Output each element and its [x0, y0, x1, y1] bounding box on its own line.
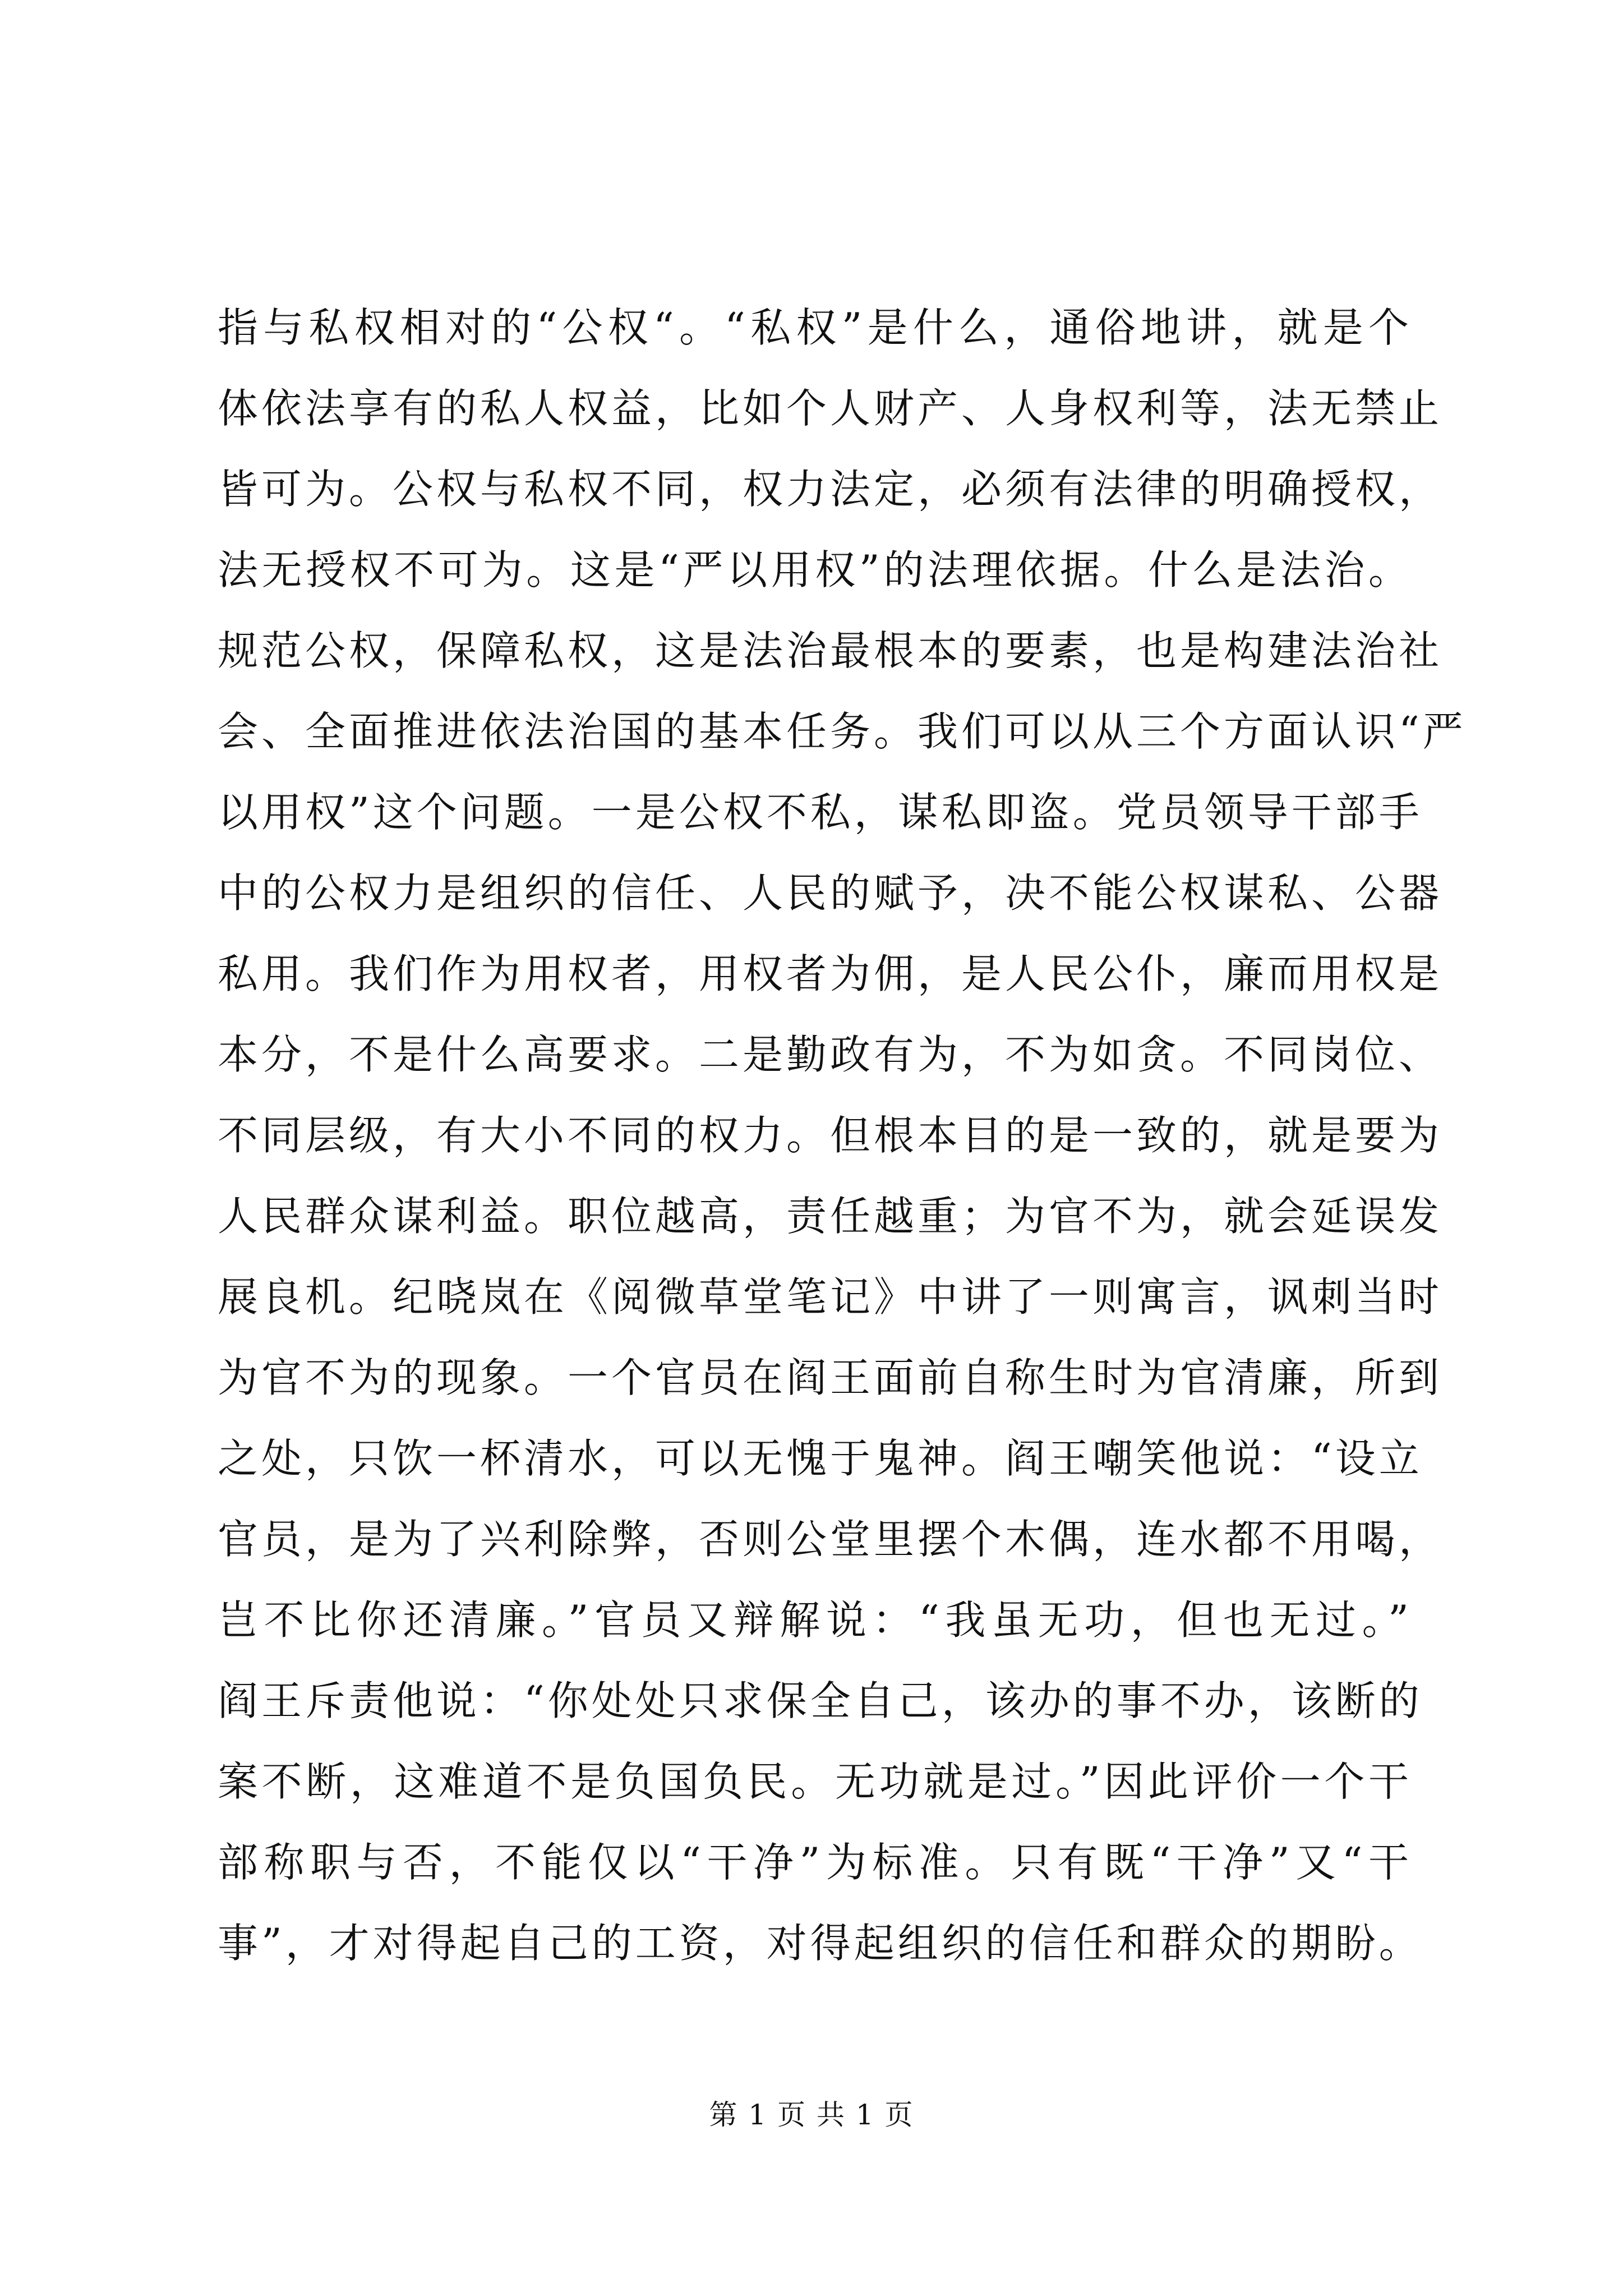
text-line: 体依法享有的私人权益，比如个人财产、人身权利等，法无禁止: [218, 385, 1443, 432]
text-line: 为官不为的现象。一个官员在阎王面前自称生时为官清廉，所到: [218, 1354, 1443, 1401]
text-line: 案不断，这难道不是负国负民。无功就是过。”因此评价一个干: [218, 1758, 1412, 1805]
text-line: 官员，是为了兴利除弊，否则公堂里摆个木偶，连水都不用喝，: [218, 1516, 1443, 1563]
text-line: 中的公权力是组织的信任、人民的赋予，决不能公权谋私、公器: [218, 869, 1443, 917]
text-line: 皆可为。公权与私权不同，权力法定，必须有法律的明确授权，: [218, 466, 1443, 513]
text-line: 不同层级，有大小不同的权力。但根本目的是一致的，就是要为: [218, 1112, 1443, 1159]
text-line: 会、全面推进依法治国的基本任务。我们可以从三个方面认识“严: [218, 708, 1467, 755]
text-line: 展良机。纪晓岚在《阅微草堂笔记》中讲了一则寓言，讽刺当时: [218, 1273, 1443, 1320]
text-line: 之处，只饮一杯清水，可以无愧于鬼神。阎王嘲笑他说：“设立: [218, 1435, 1423, 1482]
text-line: 以用权”这个问题。一是公权不私，谋私即盗。党员领导干部手: [218, 789, 1423, 836]
text-line: 法无授权不可为。这是“严以用权”的法理依据。什么是法治。: [218, 546, 1412, 593]
page-footer: 第 1 页 共 1 页: [709, 2099, 914, 2131]
text-line: 阎王斥责他说：“你处处只求保全自己，该办的事不办，该断的: [218, 1677, 1423, 1724]
text-line: 私用。我们作为用权者，用权者为佣，是人民公仆，廉而用权是: [218, 950, 1443, 997]
body-text: [218, 287, 1467, 1984]
text-line: 本分，不是什么高要求。二是勤政有为，不为如贪。不同岗位、: [218, 1031, 1443, 1078]
text-line: 事”，才对得起自己的工资，对得起组织的信任和群众的期盼。: [218, 1920, 1423, 1967]
text-line: 规范公权，保障私权，这是法治最根本的要素，也是构建法治社: [218, 627, 1443, 674]
text-line: 指与私权相对的“公权“。“私权”是什么，通俗地讲，就是个: [218, 304, 1412, 351]
text-line: 部称职与否，不能仅以“干净”为标准。只有既“干净”又“干: [218, 1839, 1412, 1886]
text-line: 岂不比你还清廉。”官员又辩解说：“我虽无功，但也无过。”: [218, 1596, 1412, 1644]
text-line: 人民群众谋利益。职位越高，责任越重；为官不为，就会延误发: [218, 1193, 1443, 1240]
